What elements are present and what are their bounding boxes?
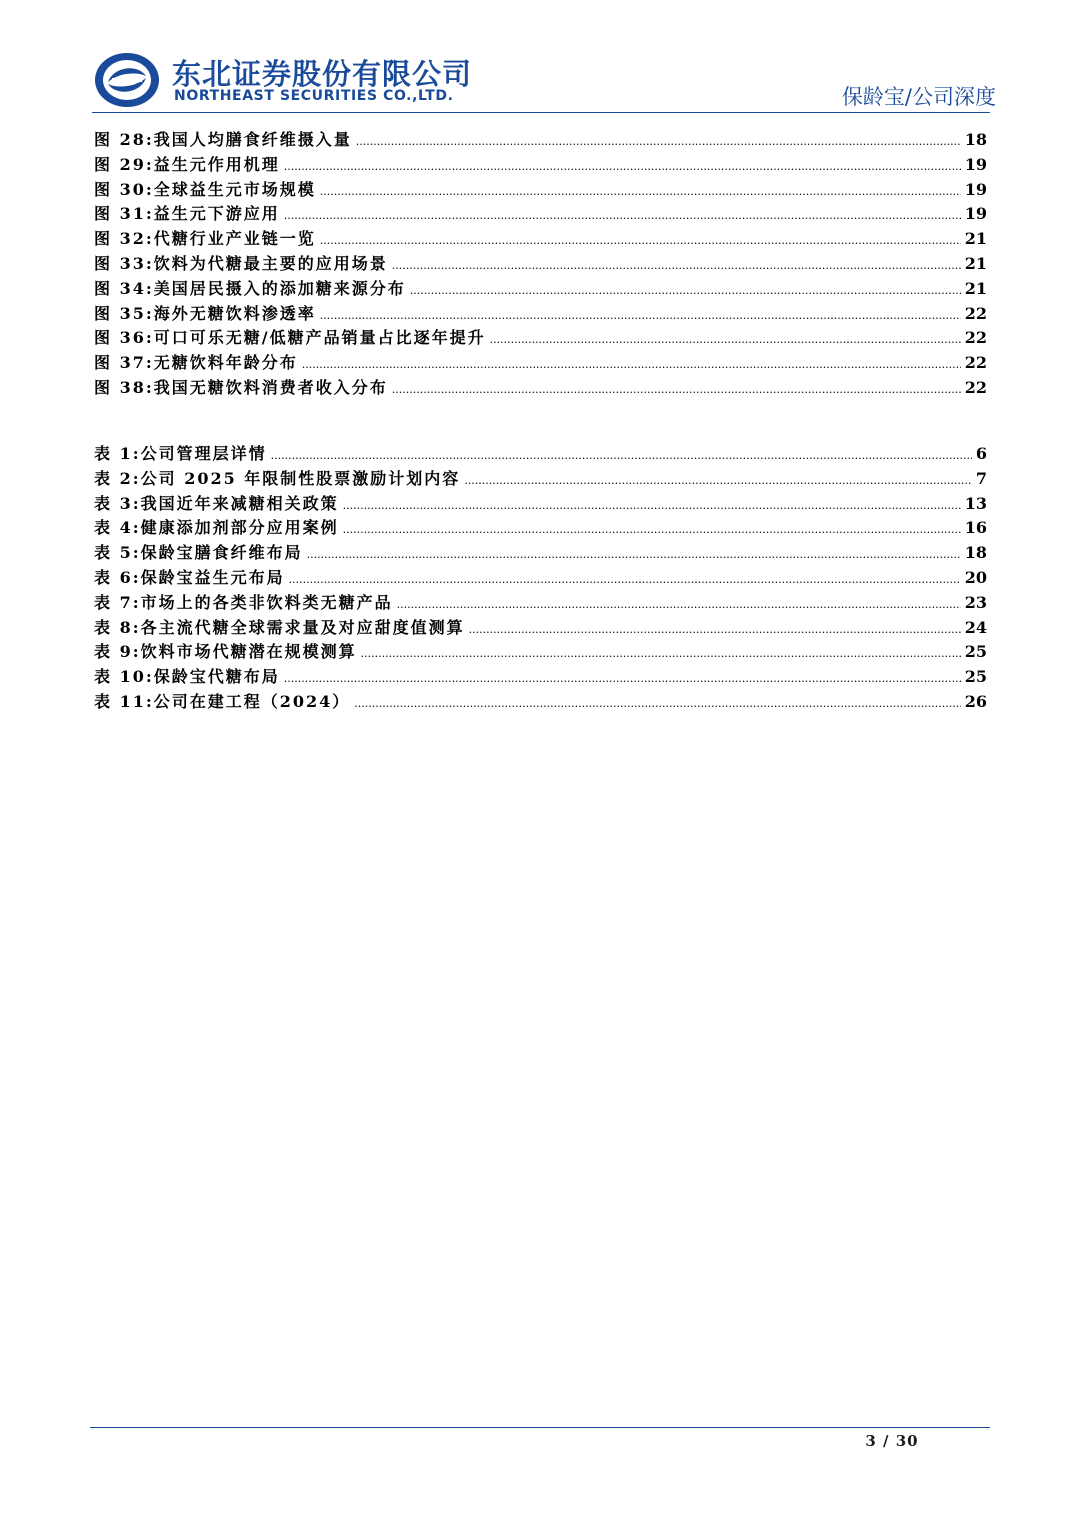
toc-entry-label: 表 1: — [94, 444, 141, 463]
toc-entry-label: 表 8: — [94, 617, 141, 637]
toc-entry-label: 图 30: — [94, 179, 154, 199]
toc-dot-leader — [397, 591, 961, 618]
toc-dot-leader — [469, 616, 961, 643]
toc-entry[interactable] — [94, 178, 987, 203]
page-header — [0, 0, 1080, 120]
toc-entry[interactable] — [94, 326, 987, 351]
toc-entry[interactable] — [94, 252, 987, 277]
toc-entry-page: 23 — [964, 592, 987, 612]
toc-entry-label: 图 36: — [94, 328, 154, 348]
toc-dot-leader — [320, 302, 961, 329]
toc-dot-leader — [284, 665, 961, 692]
toc-entry-label: 表 4: — [94, 518, 141, 538]
toc-dot-leader — [307, 541, 961, 568]
toc-entry[interactable] — [94, 277, 987, 302]
toc-entry-page: 13 — [964, 493, 987, 513]
toc-entry-page: 6 — [975, 444, 987, 463]
toc-entry-label: 表 2: — [94, 468, 141, 488]
toc-entry-title: 代糖行业产业链一览 — [153, 229, 316, 249]
toc-entry-title: 公司管理层详情 — [140, 444, 267, 463]
toc-dot-leader — [410, 277, 961, 304]
toc-entry-title: 保龄宝膳食纤维布局 — [140, 543, 303, 563]
report-tag: 保龄宝/公司深度 — [841, 85, 996, 109]
toc-entry-page: 19 — [964, 179, 987, 199]
toc-dot-leader — [392, 252, 961, 279]
toc-entry-label: 图 37: — [94, 353, 154, 373]
toc-entry[interactable] — [94, 492, 987, 517]
toc-entry[interactable] — [94, 153, 987, 178]
toc-entry-label: 表 5: — [94, 543, 141, 563]
toc-entry-title: 公司在建工程（2024） — [153, 691, 351, 711]
toc-entry-page: 21 — [964, 229, 987, 249]
toc-entry[interactable] — [94, 566, 987, 591]
toc-dot-leader — [343, 492, 961, 519]
toc-entry-page: 18 — [964, 130, 987, 149]
toc-entry-page: 7 — [975, 468, 987, 488]
toc-entry[interactable] — [94, 376, 987, 401]
toc-entry-page: 22 — [964, 353, 987, 373]
toc-entry[interactable] — [94, 227, 987, 252]
toc-entry-label: 图 33: — [94, 253, 154, 273]
toc-entry-label: 图 35: — [94, 303, 154, 323]
table-list — [94, 442, 987, 715]
toc-entry-page: 25 — [964, 667, 987, 687]
toc-entry-title: 我国无糖饮料消费者收入分布 — [153, 377, 388, 397]
toc-entry[interactable] — [94, 128, 987, 153]
toc-entry[interactable] — [94, 616, 987, 641]
toc-entry-page: 22 — [964, 303, 987, 323]
toc-entry-page: 19 — [964, 154, 987, 174]
toc-entry-page: 20 — [964, 567, 987, 587]
toc-entry[interactable] — [94, 541, 987, 566]
toc-entry-label: 图 29: — [94, 154, 154, 174]
toc-entry-page: 21 — [964, 253, 987, 273]
toc-entry[interactable] — [94, 202, 987, 227]
toc-entry-page: 21 — [964, 278, 987, 298]
toc-dot-leader — [289, 566, 961, 593]
toc-dot-leader — [490, 326, 961, 353]
toc-entry-title: 无糖饮料年龄分布 — [153, 353, 298, 373]
toc-entry-title: 全球益生元市场规模 — [153, 179, 316, 199]
toc-entry-title: 市场上的各类非饮料类无糖产品 — [140, 592, 393, 612]
toc-entry-page: 22 — [964, 377, 987, 397]
toc-dot-leader — [464, 467, 972, 494]
toc-entry[interactable] — [94, 640, 987, 665]
toc-dot-leader — [284, 153, 961, 180]
toc-entry-label: 表 3: — [94, 493, 141, 513]
toc-entry-title: 益生元作用机理 — [153, 154, 280, 174]
header-divider — [92, 112, 990, 113]
toc-entry-title: 我国人均膳食纤维摄入量 — [153, 130, 352, 149]
page-number-text: 3 / 30 — [865, 1432, 919, 1450]
toc-entry[interactable] — [94, 665, 987, 690]
company-name-en: NORTHEAST SECURITIES CO.,LTD. — [174, 88, 454, 104]
toc-entry-title: 我国近年来减糖相关政策 — [140, 493, 339, 513]
toc-dot-leader — [284, 202, 961, 229]
figure-list — [94, 128, 987, 401]
toc-entry-page: 18 — [964, 543, 987, 563]
toc-entry-page: 25 — [964, 642, 987, 662]
toc-entry[interactable] — [94, 690, 987, 715]
toc-entry-title: 饮料为代糖最主要的应用场景 — [153, 253, 388, 273]
toc-dot-leader — [392, 376, 961, 403]
toc-entry-title: 美国居民摄入的添加糖来源分布 — [153, 278, 406, 298]
toc-entry-title: 保龄宝益生元布局 — [140, 567, 285, 587]
toc-entry-label: 图 38: — [94, 377, 154, 397]
toc-entry-title: 海外无糖饮料渗透率 — [153, 303, 316, 323]
page-number — [0, 1432, 1080, 1450]
toc-entry-page: 19 — [964, 204, 987, 224]
toc-entry-title: 各主流代糖全球需求量及对应甜度值测算 — [140, 617, 465, 637]
northeast-securities-logo-icon — [94, 52, 160, 108]
toc-entry[interactable] — [94, 351, 987, 376]
toc-entry-title: 可口可乐无糖/低糖产品销量占比逐年提升 — [153, 328, 486, 348]
toc-dot-leader — [302, 351, 961, 378]
toc-dot-leader — [361, 640, 961, 667]
toc-dot-leader — [320, 227, 961, 254]
toc-entry-label: 图 31: — [94, 204, 154, 224]
toc-entry[interactable] — [94, 442, 987, 467]
toc-entry[interactable] — [94, 516, 987, 541]
toc-entry-page: 26 — [964, 691, 987, 711]
toc-dot-leader — [354, 690, 960, 717]
toc-entry-label: 表 9: — [94, 642, 141, 662]
toc-entry-title: 公司 2025 年限制性股票激励计划内容 — [140, 468, 461, 488]
toc-entry-label: 表 11: — [94, 691, 154, 711]
toc-entry-label: 表 10: — [94, 667, 154, 687]
toc-dot-leader — [343, 516, 961, 543]
toc-entry[interactable] — [94, 302, 987, 327]
footer-divider — [90, 1427, 990, 1428]
toc-dot-leader — [320, 178, 961, 205]
toc-entry-page: 22 — [964, 328, 987, 348]
toc-entry-label: 图 34: — [94, 278, 154, 298]
toc-entry-page: 16 — [964, 518, 987, 538]
toc-dot-leader — [356, 128, 961, 155]
toc-dot-leader — [271, 442, 972, 469]
toc-entry-label: 图 28: — [94, 130, 154, 149]
company-name-cn: 东北证券股份有限公司 — [172, 57, 473, 91]
toc-entry-page: 24 — [964, 617, 987, 637]
toc-entry-label: 表 6: — [94, 567, 141, 587]
toc-entry[interactable] — [94, 467, 987, 492]
toc-entry[interactable] — [94, 591, 987, 616]
toc-entry-title: 益生元下游应用 — [153, 204, 280, 224]
toc-entry-label: 图 32: — [94, 229, 154, 249]
toc-entry-title: 饮料市场代糖潜在规模测算 — [140, 642, 357, 662]
toc-entry-label: 表 7: — [94, 592, 141, 612]
toc-entry-title: 健康添加剂部分应用案例 — [140, 518, 339, 538]
toc-entry-title: 保龄宝代糖布局 — [153, 667, 280, 687]
